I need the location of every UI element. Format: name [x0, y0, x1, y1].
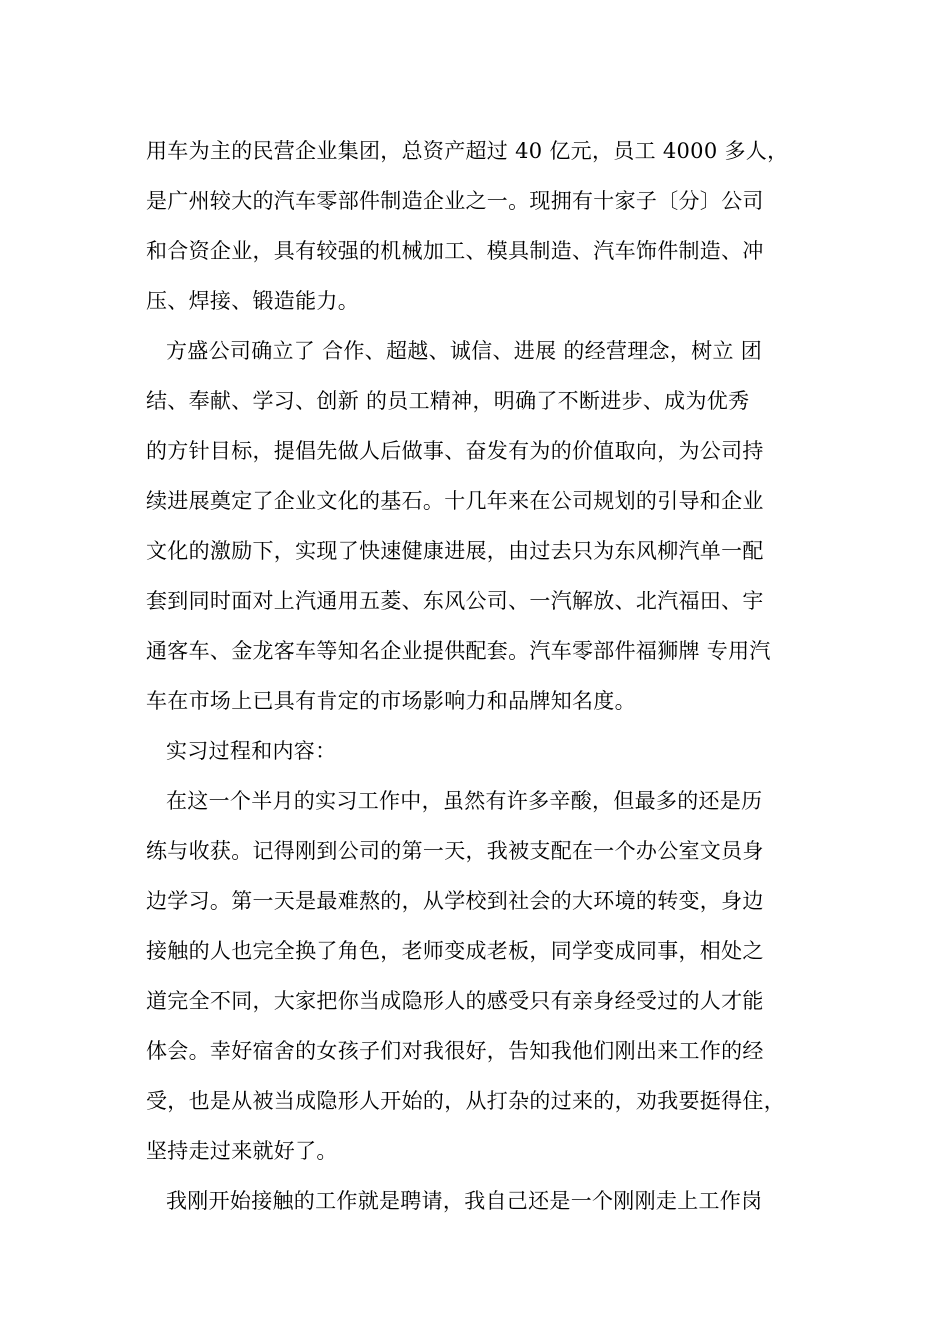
- text-line: 是广州较大的汽车零部件制造企业之一。现拥有十家子〔分〕公司: [146, 189, 764, 213]
- text-line: 用车为主的民营企业集团，总资产超过 40 亿元，员工 4000 多人，: [146, 139, 789, 163]
- text-line: 车在市场上已具有肯定的市场影响力和品牌知名度。: [146, 689, 636, 713]
- text-line: 体会。幸好宿舍的女孩子们对我很好，告知我他们刚出来工作的经: [146, 1039, 764, 1063]
- paragraph-first-line: 方盛公司确立了 合作、超越、诚信、进展 的经营理念，树立 团: [166, 339, 763, 363]
- text-line: 文化的激励下，实现了快速健康进展，由过去只为东风柳汽单一配: [146, 539, 764, 563]
- section-heading: 实习过程和内容：: [166, 739, 337, 763]
- document-body: [146, 126, 826, 1226]
- text-line: 边学习。第一天是最难熬的，从学校到社会的大环境的转变，身边: [146, 889, 764, 913]
- text-line: 练与收获。记得刚到公司的第一天，我被支配在一个办公室文员身: [146, 839, 764, 863]
- text-line: 道完全不同，大家把你当成隐形人的感受只有亲身经受过的人才能: [146, 989, 764, 1013]
- text-line: 坚持走过来就好了。: [146, 1139, 338, 1163]
- text-line: 压、焊接、锻造能力。: [146, 289, 359, 313]
- text-line: 通客车、金龙客车等知名企业提供配套。汽车零部件福狮牌 专用汽: [146, 639, 771, 663]
- paragraph-first-line: 我刚开始接触的工作就是聘请，我自己还是一个刚刚走上工作岗: [166, 1189, 763, 1213]
- text-line: 结、奉献、学习、创新 的员工精神，明确了不断进步、成为优秀: [146, 389, 750, 413]
- text-line: 接触的人也完全换了角色，老师变成老板，同学变成同事，相处之: [146, 939, 764, 963]
- text-line: 套到同时面对上汽通用五菱、东风公司、一汽解放、北汽福田、宇: [146, 589, 764, 613]
- text-line: 和合资企业，具有较强的机械加工、模具制造、汽车饰件制造、冲: [146, 239, 764, 263]
- text-line: 的方针目标，提倡先做人后做事、奋发有为的价值取向，为公司持: [146, 439, 764, 463]
- paragraph-first-line: 在这一个半月的实习工作中，虽然有许多辛酸，但最多的还是历: [166, 789, 763, 813]
- text-line: 续进展奠定了企业文化的基石。十几年来在公司规划的引导和企业: [146, 489, 764, 513]
- text-line: 受，也是从被当成隐形人开始的，从打杂的过来的，劝我要挺得住，: [146, 1089, 785, 1113]
